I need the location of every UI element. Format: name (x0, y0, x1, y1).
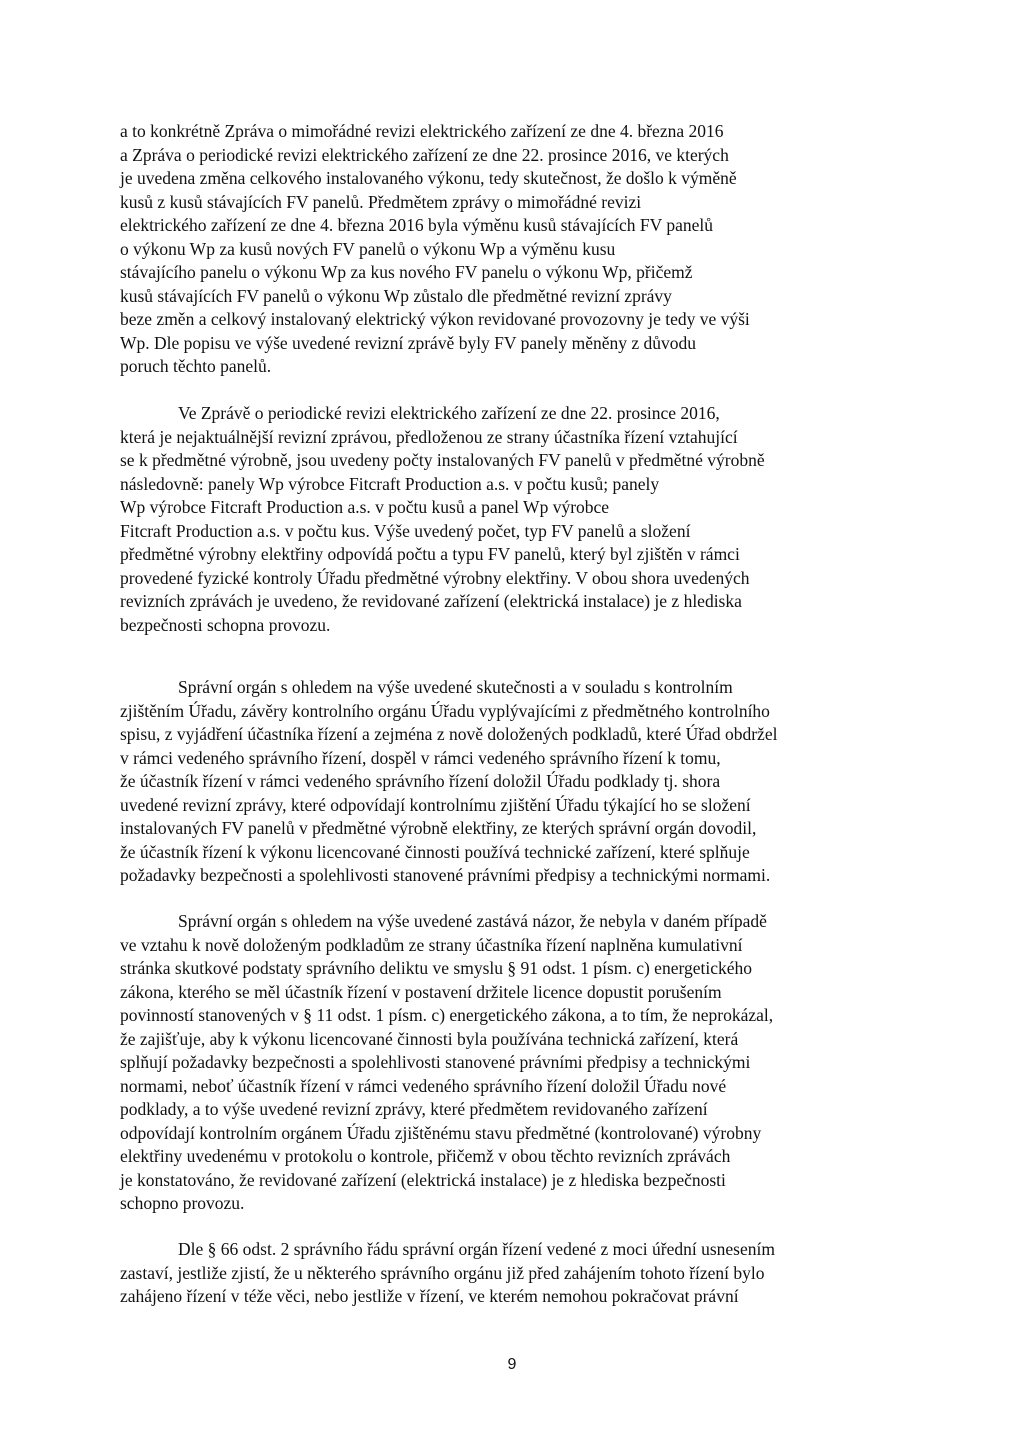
text-line: že účastník řízení v rámci vedeného správního řízení doložil Úřadu podklady tj. shora (120, 771, 721, 791)
text-line: odpovídají kontrolním orgánem Úřadu zjištěnému stavu předmětné (kontrolované) výrobny (120, 1122, 762, 1143)
text-line: se k předmětné výrobně, jsou uvedeny počty instalovaných FV panelů v předmětné výrobně (120, 450, 765, 470)
text-line: Wp výrobce Fitcraft Production a.s. v počtu kusů a panel Wp výrobce (120, 497, 610, 517)
text-line: zjištěním Úřadu, závěry kontrolního orgánu Úřadu vyplývajícími z předmětného kontrolního (120, 700, 770, 721)
paragraph-3 (120, 676, 904, 888)
text-line: normami, neboť účastník řízení v rámci vedeného správního řízení doložil Úřadu nové (120, 1075, 727, 1096)
text-line: instalovaných FV panelů v předmětné výrobně elektřiny, ze kterých správní orgán dovodil, (120, 818, 757, 838)
text-line: Fitcraft Production a.s. v počtu kus. Výše uvedený počet, typ FV panelů a složení (120, 520, 691, 541)
page-number: 9 (507, 1356, 517, 1373)
text-line: beze změn a celkový instalovaný elektrický výkon revidované provozovny je tedy ve výši (120, 309, 750, 329)
paragraph-5 (120, 1238, 904, 1309)
text-line: že zajišťuje, aby k výkonu licencované činnosti byla používána technická zařízení, která (120, 1028, 739, 1049)
text-line: poruch těchto panelů. (120, 356, 272, 376)
text-line: provedené fyzické kontroly Úřadu předmětné výrobny elektřiny. V obou shora uvedených (120, 567, 750, 588)
text-line: následovně: panely Wp výrobce Fitcraft Production a.s. v počtu kusů; panely (120, 473, 660, 494)
text-line: je konstatováno, že revidované zařízení (elektrická instalace) je z hlediska bezpečnosti (120, 1169, 726, 1190)
text-line: splňují požadavky bezpečnosti a spolehlivosti stanovené právními předpisy a technickými (120, 1052, 751, 1072)
text-line: elektrického zařízení ze dne 4. března 2016 byla výměnu kusů stávajících FV panelů (120, 215, 714, 235)
text-line: revizních zprávách je uvedeno, že revidované zařízení (elektrická instalace) je z hlediska (120, 591, 742, 611)
paragraph-2 (120, 402, 904, 637)
text-line: ve vztahu k nově doloženým podkladům ze strany účastníka řízení naplněna kumulativní (120, 934, 743, 955)
text-line: že účastník řízení k výkonu licencované činnosti používá technické zařízení, které splňuje (120, 841, 750, 862)
text-line: v rámci vedeného správního řízení, dospěl v rámci vedeného správního řízení k tomu, (120, 747, 721, 768)
text-line: která je nejaktuálnější revizní zprávou, předloženou ze strany účastníka řízení vztahující (120, 426, 738, 447)
text-line: bezpečnosti schopna provozu. (120, 614, 331, 635)
text-line: podklady, a to výše uvedené revizní zprávy, které předmětem revidovaného zařízení (120, 1099, 708, 1119)
text-line: Wp. Dle popisu ve výše uvedené revizní zprávě byly FV panely měněny z důvodu (120, 332, 697, 353)
text-line: Správní orgán s ohledem na výše uvedené skutečnosti a v souladu s kontrolním (178, 677, 733, 697)
text-line: je uvedena změna celkového instalovaného výkonu, tedy skutečnost, že došlo k výměně (120, 168, 737, 188)
text-line: uvedené revizní zprávy, které odpovídají kontrolnímu zjištění Úřadu týkající ho se složení (120, 794, 751, 815)
text-line: Správní orgán s ohledem na výše uvedené zastává názor, že nebyla v daném případě (178, 911, 767, 931)
text-line: Ve Zprávě o periodické revizi elektrického zařízení ze dne 22. prosince 2016, (178, 403, 720, 423)
text-line: o výkonu Wp za kusů nových FV panelů o výkonu Wp a výměnu kusu (120, 238, 616, 259)
text-line: Dle § 66 odst. 2 správního řádu správní orgán řízení vedené z moci úřední usnesením (178, 1239, 775, 1259)
text-line: elektřiny uvedenému v protokolu o kontrole, přičemž v obou těchto revizních zprávách (120, 1146, 731, 1166)
text-line: požadavky bezpečnosti a spolehlivosti stanovené právními předpisy a technickými normami. (120, 865, 771, 885)
text-line: kusů z kusů stávajících FV panelů. Předmětem zprávy o mimořádné revizi (120, 191, 642, 212)
text-line: a Zpráva o periodické revizi elektrického zařízení ze dne 22. prosince 2016, ve kterých (120, 144, 729, 165)
text-line: schopno provozu. (120, 1193, 245, 1213)
text-line: zahájeno řízení v téže věci, nebo jestliže v řízení, ve kterém nemohou pokračovat právní (120, 1286, 739, 1306)
text-line: stávajícího panelu o výkonu Wp za kus nového FV panelu o výkonu Wp, přičemž (120, 262, 693, 282)
text-line: zastaví, jestliže zjistí, že u některého správního orgánu již před zahájením tohoto řízení bylo (120, 1262, 765, 1283)
paragraph-4 (120, 910, 904, 1216)
paragraph-1 (120, 120, 904, 379)
text-line: spisu, z vyjádření účastníka řízení a zejména z nově doložených podkladů, které Úřad obdržel (120, 724, 778, 744)
text-line: zákona, kterého se měl účastník řízení v postavení držitele licence dopustit porušením (120, 981, 722, 1002)
text-line: stránka skutkové podstaty správního deliktu ve smyslu § 91 odst. 1 písm. c) energetického (120, 958, 753, 978)
text-line: a to konkrétně Zpráva o mimořádné revizi elektrického zařízení ze dne 4. března 2016 (120, 121, 724, 141)
text-line: předmětné výrobny elektřiny odpovídá počtu a typu FV panelů, který byl zjištěn v rámci (120, 544, 740, 564)
text-line: povinností stanovených v § 11 odst. 1 písm. c) energetického zákona, a to tím, že neprokázal, (120, 1005, 774, 1025)
text-line: kusů stávajících FV panelů o výkonu Wp zůstalo dle předmětné revizní zprávy (120, 285, 672, 306)
